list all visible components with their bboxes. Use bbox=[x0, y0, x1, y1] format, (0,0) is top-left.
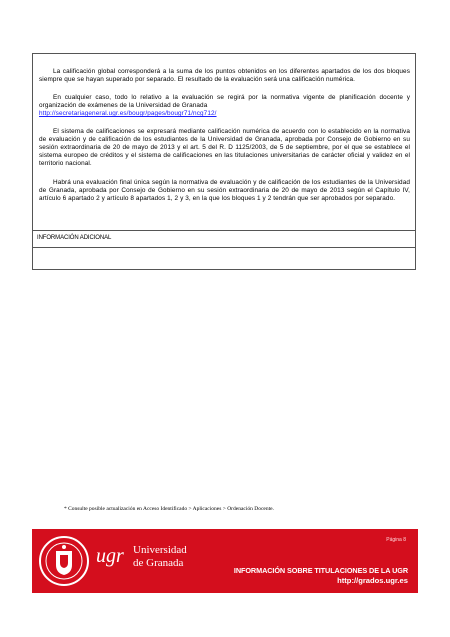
university-name-line-1: Universidad bbox=[133, 544, 187, 556]
university-name bbox=[133, 544, 187, 570]
additional-info-label: INFORMACIÓN ADICIONAL bbox=[37, 235, 112, 241]
evaluation-paragraph-3: El sistema de calificaciones se expresará mediante calificación numérica de acuerdo con lo establecido en la normativa de evaluación y de calificación de los estudiantes de la Universidad de Granada, aprobada por Consejo de Gobierno en su sesión extraordinaria de 20 de mayo de 2013 y el art. 5 del R. D 1125/2003, de 5 de septiembre, por el que se establece el sistema europeo de créditos y el sistema de calificaciones en las titulaciones universitarias de carácter oficial y validez en el territorio nacional. bbox=[39, 128, 410, 168]
ugr-logo-text: ugr bbox=[96, 545, 124, 567]
footnote: * Consulte posible actualización en Acceso Identificado > Aplicaciones > Ordenación Docente. bbox=[64, 506, 274, 512]
degree-info-title: INFORMACIÓN SOBRE TITULACIONES DE LA UGR bbox=[233, 566, 408, 575]
degree-info-link[interactable]: http://grados.ugr.es bbox=[337, 576, 408, 585]
university-seal-icon bbox=[38, 535, 90, 587]
university-name-line-2: de Granada bbox=[133, 557, 184, 569]
evaluation-paragraph-2 bbox=[39, 94, 410, 118]
evaluation-table bbox=[32, 53, 416, 270]
evaluation-cell bbox=[33, 54, 415, 231]
normative-link[interactable]: http://secretariageneral.ugr.es/bougr/pages/bougr71/ncg712/ bbox=[39, 110, 217, 118]
evaluation-paragraph-4: Habrá una evaluación final única según la normativa de evaluación y de calificación de los estudiantes de la Universidad de Granada, aprobada por Consejo de Gobierno en su sesión extraordinaria de 20 de mayo de 2013 según el Capítulo IV, artículo 6 apartado 2 y artículo 8 apartados 1, 2 y 3, en la que los bloques 1 y 2 tendrán que ser aprobados por separado. bbox=[39, 179, 410, 203]
footer-banner bbox=[32, 529, 418, 593]
page-number: Página 8 bbox=[386, 537, 406, 543]
evaluation-paragraph-2-text: En cualquier caso, todo lo relativo a la evaluación se regirá por la normativa vigente de planificación docente y organización de exámenes de la Universidad de Granada bbox=[39, 94, 410, 110]
additional-info-header-row bbox=[33, 230, 415, 248]
evaluation-paragraph-1: La calificación global corresponderá a la suma de los puntos obtenidos en los diferentes apartados de los dos bloques siempre que se hayan superado por separado. El resultado de la evaluación será una calificación numérica. bbox=[39, 68, 410, 84]
